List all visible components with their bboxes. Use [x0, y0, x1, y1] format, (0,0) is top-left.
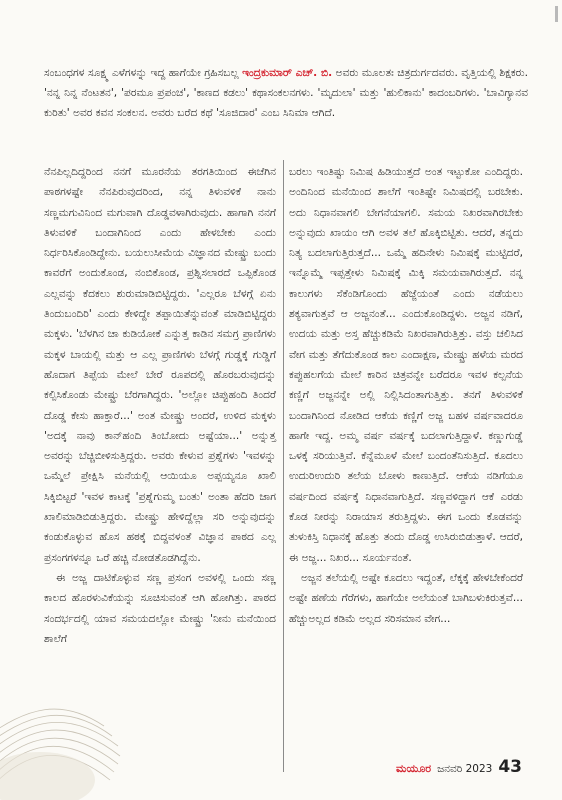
paragraph: ನೆನಪಿಲ್ಲದಿದ್ದರಿಂದ ನನಗೆ ಮೂರನೆಯ ತರಗತಿಯಿಂದ ಈಚೆಗಿನ ಪಾಠಗಳಷ್ಟೇ ನೆನಪಿರುವುದರಿಂದ, ನನ್ನ ತಿಳುವಳಿಕೆ ನಾನು ಸಣ್ಣಮಗುವಿನಿಂದ ಮಗುವಾಗಿ ದೊಡ್ಡವಳಾಗಿರುವುದು. ಹಾಗಾಗಿ ನನಗೆ ತಿಳುವಳಿಕೆ ಬಂದಾಗಿನಿಂದ ಎಂದು ಹೇಳಬೇಕು ಎಂದು ನಿರ್ಧರಿಸಿಕೊಂಡಿದ್ದೇನು. ಬಯಲುಸೀಮೆಯ ವಿಜ್ಞಾನದ ಮೇಷ್ಟ್ರು ಬಂದು ಕಾವರೆಗೆ ಅಂದುಕೊಂಡ, ನಂಬಿಕೊಂಡ, ಪ್ರಶ್ನಿಸಲಾರದೆ ಒಪ್ಪಿಕೊಂಡ ಎಲ್ಲವನ್ನು ಕೆದಕಲು ಶುರುಮಾಡಿಬಿಟ್ಟಿದ್ದರು. 'ಎಲ್ಲರೂ ಬೆಳಗ್ಗೆ ಏನು ತಿಂದುಬಂದಿರಿ' ಎಂದು ಕೇಳಿದ್ದೇ ತಪ್ಪಾಯಿತೆನ್ನುವಂತೆ ಮಾಡಿಬಿಟ್ಟಿದ್ದರು ಮಕ್ಕಳು. 'ಬೆಳಗಿನ ಚಾ ಕುಡಿಯೋಕೆ ಎನ್ನುತ್ತ ಕಾಡಿನ ಸಮಗ್ರ ಪ್ರಾಣಿಗಳು ಮಕ್ಕಳ ಬಾಯಲ್ಲಿ ಮತ್ತು ಆ ಎಲ್ಲ ಪ್ರಾಣಿಗಳು ಬೆಳಗ್ಗೆ ಗುಡ್ಡಕ್ಕೆ ಗುಡ್ಡಿಗೆ ಹೊದಾಗ ತಿಪ್ಪೆಯ ಮೇಲೆ ಬೇರೆ ರೂಪದಲ್ಲಿ ಹೊರಬರುವುದನ್ನು ಕಲ್ಪಿಸಿಕೊಂಡು ಮೇಷ್ಟ್ರು ಬೆರಗಾಗಿದ್ದರು. 'ಅಲ್ಲೋ ಚಿಪ್ಪುಹಂದಿ ತಿಂದರೆ ದೊಡ್ಡ ಕೇಸು ಹಾಕ್ತಾರೆ...' ಅಂತ ಮೇಷ್ಟ್ರು ಅಂದರೆ, ಉಳಿದ ಮಕ್ಕಳು 'ಅದಕ್ಕೆ ನಾವು ಕಾನ್‌ಹಂದಿ ತಿಂಬೋದು ಅಷ್ಟೆಯಾ...' ಅನ್ನುತ್ತ ಅವರನ್ನು ಬೆಚ್ಚಿಬೀಳಿಸುತ್ತಿದ್ದರು. ಅವರು ಕೇಳುವ ಪ್ರಶ್ನೆಗಳು 'ಇವಳನ್ನು ಒಮ್ಮೆಲೆ ಪ್ರೇಕ್ಷಿಸಿ ಮನೆಯಲ್ಲಿ ಆಯಿಯೂ ಅಪ್ಪಯ್ಯನೂ ಖಾಲಿ ಸಿಕ್ಕಿಬಿಟ್ಟರೆ 'ಇವಳ ಕಾಟಕ್ಕೆ 'ಪ್ರಶ್ನೆಗುಮ್ಮ ಬಂತು' ಅಂತಾ ಹೆದರಿ ಜಾಗ ಖಾಲಿಮಾಡಿಬಿಡುತ್ತಿದ್ದರು. ಮೇಷ್ಟ್ರು ಹೇಳಿದ್ದೆಲ್ಲಾ ಸರಿ ಅನ್ನುವುದನ್ನು ಕಂಡುಕೊಳ್ಳುವ ಹೊಸ ಹಠಕ್ಕೆ ಬಿದ್ದವಳಂತೆ ವಿಜ್ಞಾನ ಪಾಠದ ಎಲ್ಲ ಪ್ರಸಂಗಗಳನ್ನೂ ಒರೆ ಹಚ್ಚಿ ನೋಡತೊಡಗಿದ್ದೆನು.	[44, 166, 276, 564]
decorative-illustration	[0, 630, 150, 800]
page-number: 43	[498, 757, 522, 777]
paragraph: ಈ ಅಜ್ಜ ದಾಟಿಕೊಳ್ಳುವ ಸಣ್ಣ ಪ್ರಸಂಗ ಅವಳಲ್ಲಿ ಒಂದು ಸಣ್ಣ ಕಾಲದ ಹೊರಳುವಿಕೆಯನ್ನು ಸೂಚಿಸುವಂತೆ ಆಗಿ ಹೋಗಿತ್ತು. ಪಾಠದ ಸಂದರ್ಭದಲ್ಲಿ ಯಾವ ಸಮಯದಲ್ಲೋ ಮೇಷ್ಟ್ರು 'ನೀನು ಮನೆಯಿಂದ ಶಾಲೆಗೆ	[44, 571, 276, 645]
author-name: ಇಂದ್ರಕುಮಾರ್ ಎಚ್. ಬಿ.	[242, 67, 333, 79]
left-column	[44, 162, 276, 649]
right-column	[289, 162, 523, 629]
paragraph: ಬರಲು ಇಂತಿಷ್ಟು ನಿಮಿಷ ಹಿಡಿಯುತ್ತದೆ ಅಂತ ಇಟ್ಟುಕೋ ಎಂದಿದ್ದರು. ಅಂದಿನಿಂದ ಮನೆಯಿಂದ ಶಾಲೆಗೆ ಇಂತಿಷ್ಟೇ ನಿಮಿಷದಲ್ಲಿ ಬರಬೇಕು. ಅದು ನಿಧಾನವಾಗಲಿ ಬೇಗನೆಯಾಗಲಿ. ಸಮಯ ನಿಖರವಾಗಿರಬೇಕು ಅನ್ನುವುದು ಖಾಯಂ ಆಗಿ ಅವಳ ತಲೆ ಹೊಕ್ಕಿಬಿಟ್ಟಿತು. ಆದರೆ, ತನ್ನದು ನಿತ್ಯ ಬದಲಾಗುತ್ತಿರುತ್ತದೆ... ಒಮ್ಮೆ ಹದಿನೇಳು ನಿಮಿಷಕ್ಕೆ ಮುಟ್ಟಿದರೆ, ಇನ್ನೊಮ್ಮೆ ಇಪ್ಪತ್ತೇಳು ನಿಮಿಷಕ್ಕೆ ಮಿಕ್ಕಿ ಸಮಯವಾಗಿರುತ್ತದೆ. ನನ್ನ ಕಾಲುಗಳು ಸೆಕೆಂಡಿಗೊಂದು ಹೆಜ್ಜೆಯಂತೆ ಎಂದು ನಡೆಯಲು ಶಕ್ಯವಾಗುತ್ತವೆ ಆ ಅಜ್ಜನಂತೆ... ಎಂದುಕೊಂಡಿದ್ದಳು. ಅಜ್ಜನ ನಡಿಗೆ, ಉದಯ ಮತ್ತು ಅಸ್ತ ಹೆಚ್ಚುಕಡಿಮೆ ನಿಖರವಾಗಿರುತ್ತಿತ್ತು. ವಸ್ತು ಚಲಿಸಿದ ವೇಗ ಮತ್ತು ತೆಗೆದುಕೊಂಡ ಕಾಲ ಎಂದಾಕ್ಷಣ, ಮೇಷ್ಟ್ರು ಹಳೆಯ ಮರದ ಕಪ್ಪುಹಲಗೆಯ ಮೇಲೆ ಕಾರಿನ ಚಿತ್ರವನ್ನೇ ಬರೆದರೂ ಇವಳ ಕಲ್ಪನೆಯ ಕಣ್ಣಿಗೆ ಅಜ್ಜನನ್ನೇ ಅಲ್ಲಿ ನಿಲ್ಲಿಸಿದಂತಾಗುತ್ತಿತ್ತು. ತನಗೆ ತಿಳುವಳಿಕೆ ಬಂದಾಗಿನಿಂದ ನೋಡಿದ ಆಕೆಯ ಕಣ್ಣಿಗೆ ಅಜ್ಜ ಬಹಳ ವರ್ಷವಾದರೂ ಹಾಗೇ ಇದ್ದ. ಅಮ್ಮ ವರ್ಷ ವರ್ಷಕ್ಕೆ ಬದಲಾಗುತ್ತಿದ್ದಾಳೆ. ಕಣ್ಣುಗುಡ್ಡೆ ಒಳಕ್ಕೆ ಸರಿಯುತ್ತಿವೆ. ಕೆನ್ನೆಮೂಳೆ ಮೇಲೆ ಬಂದಂತೆನಿಸುತ್ತಿದೆ. ಕೂದಲು ಉದುರಿಉದುರಿ ತಲೆಯ ಬೋಳು ಕಾಣುತ್ತಿದೆ. ಆಕೆಯ ನಡಿಗೆಯೂ ವರ್ಷದಿಂದ ವರ್ಷಕ್ಕೆ ನಿಧಾನವಾಗುತ್ತಿದೆ. ಸಣ್ಣವಳಿದ್ದಾಗ ಆಕೆ ಎರಡು ಕೊಡ ನೀರನ್ನು ನಿರಾಯಾಸ ತರುತ್ತಿದ್ದಳು. ಈಗ ಒಂದು ಕೊಡವನ್ನು ತುಳುಕಿಸ್ತಿ ನಿಧಾನಕ್ಕೆ ಹೊತ್ತು ತಂದು ದೊಡ್ಡ ಉಸಿರುಬಿಡುತ್ತಾಳೆ. ಆದರೆ, ಈ ಅಜ್ಜ... ನಿಖರ... ಸೂರ್ಯನಂತೆ.	[289, 166, 523, 564]
feather-illustration-icon	[0, 630, 150, 800]
page-footer	[396, 757, 522, 777]
intro-text-end: ಅವರು ಮೂಲತಃ ಚಿತ್ರದುರ್ಗದವರು. ವೃತ್ತಿಯಲ್ಲಿ ಶಿಕ್ಷಕರು. 'ನನ್ನ ನಿನ್ನ ನೆಂಟತನ', 'ಪರಮೂ ಪ್ರಪಂಚ', 'ಕಾಣದ ಕಡಲು' ಕಥಾಸಂಕಲನಗಳು. 'ಮೃದುಲಾ' ಮತ್ತು 'ಹುಲಿಕಾನು' ಕಾದಂಬರಿಗಳು. 'ಬಾವಿಗ್ಯಾನವ ಕುರಿತು' ಅವರ ಕವನ ಸಂಕಲನ. ಅವರು ಬರೆದ ಕಥೆ 'ಸೂಜಿದಾರ' ಎಂಬ ಸಿನಿಮಾ ಆಗಿದೆ.	[44, 67, 528, 119]
issue-date: ಜನವರಿ 2023	[437, 763, 493, 775]
page-edge-mark	[555, 6, 558, 22]
paragraph: ಅಜ್ಜನ ತಲೆಯಲ್ಲಿ ಅಷ್ಟೇ ಕೂದಲು ಇದ್ದಂತೆ, ಲೆಕ್ಕಕ್ಕೆ ಹೇಳಬೇಕೆಂದರೆ ಅಷ್ಟೇ ಹಣೆಯ ಗೆರೆಗಳು, ಹಾಗೆಯೇ ಅಲೆಯಂತೆ ಬಾಗಿಬಳುಕಿರುತ್ತವೆ... ಹೆಚ್ಚುಅಲ್ಲದ ಕಡಿಮೆ ಅಲ್ಲದ ಸರಿಸಮಾನ ವೇಗ...	[289, 571, 523, 625]
magazine-name: ಮಯೂರ	[395, 762, 432, 775]
intro-text-start: ಸಂಬಂಧಗಳ ಸೂಕ್ಷ್ಮ ಎಳೆಗಳನ್ನು ಇದ್ದ ಹಾಗೆಯೇ ಗ್ರಹಿಸಬಲ್ಲ	[44, 67, 243, 79]
column-divider	[283, 160, 284, 772]
author-intro	[44, 63, 528, 123]
